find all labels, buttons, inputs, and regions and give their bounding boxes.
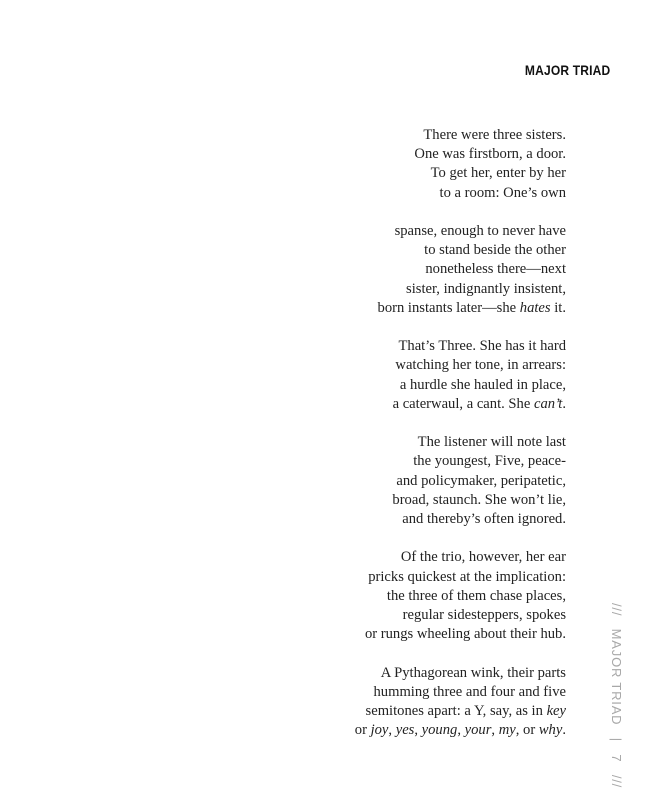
poem-line: the youngest, Five, peace-: [413, 453, 566, 470]
footer-left-mark: ///: [609, 603, 624, 617]
poem-body: [236, 126, 566, 760]
stanza: [236, 337, 566, 414]
poem-line: There were three sisters.: [423, 127, 566, 143]
stanza: [236, 433, 566, 529]
poem-line: sister, indignantly insistent,: [406, 280, 566, 297]
poem-line: to stand beside the other: [424, 242, 566, 259]
footer-title: MAJOR TRIAD: [609, 628, 624, 726]
poem-line: A Pythagorean wink, their parts: [380, 664, 566, 681]
poem-line: and thereby’s often ignored.: [402, 511, 566, 528]
poem-line: nonetheless there—next: [425, 261, 566, 278]
poem-line: the three of them chase places,: [386, 587, 566, 604]
poem-line: a hurdle she hauled in place,: [399, 376, 566, 393]
running-footer: [609, 599, 624, 792]
stanza: [236, 126, 566, 203]
stanza: [236, 664, 566, 741]
poem-line: watching her tone, in arrears:: [395, 357, 566, 374]
poem-line: regular sidesteppers, spokes: [402, 607, 566, 624]
poem-line: and policymaker, peripatetic,: [396, 472, 566, 489]
page-number: 7: [609, 754, 624, 763]
poem-line: One was firstborn, a door.: [414, 146, 566, 163]
poem-line: pricks quickest at the implication:: [368, 568, 566, 585]
stanza: [236, 548, 566, 644]
stanza: [236, 222, 566, 318]
poem-line: or rungs wheeling about their hub.: [364, 626, 566, 643]
poem-line: or joy, yes, young, your, my, or why.: [354, 722, 566, 739]
poem-line: The listener will note last: [417, 434, 566, 451]
page-title: MAJOR TRIAD: [524, 62, 610, 78]
poem-line: humming three and four and five: [373, 683, 566, 700]
poem-line: To get her, enter by her: [430, 165, 566, 182]
poem-line: broad, staunch. She won’t lie,: [392, 491, 566, 508]
poem-line: a caterwaul, a cant. She can’t.: [392, 395, 566, 412]
poem-line: spanse, enough to never have: [394, 223, 566, 239]
footer-right-mark: ///: [609, 774, 624, 789]
poem-line: semitones apart: a Y, say, as in key: [365, 703, 566, 720]
poem-line: That’s Three. She has it hard: [398, 338, 566, 355]
poem-line: to a room: One’s own: [439, 184, 566, 201]
poem-line: Of the trio, however, her ear: [400, 549, 566, 566]
footer-separator: |: [609, 737, 624, 742]
poem-line: born instants later—she hates it.: [377, 299, 566, 316]
